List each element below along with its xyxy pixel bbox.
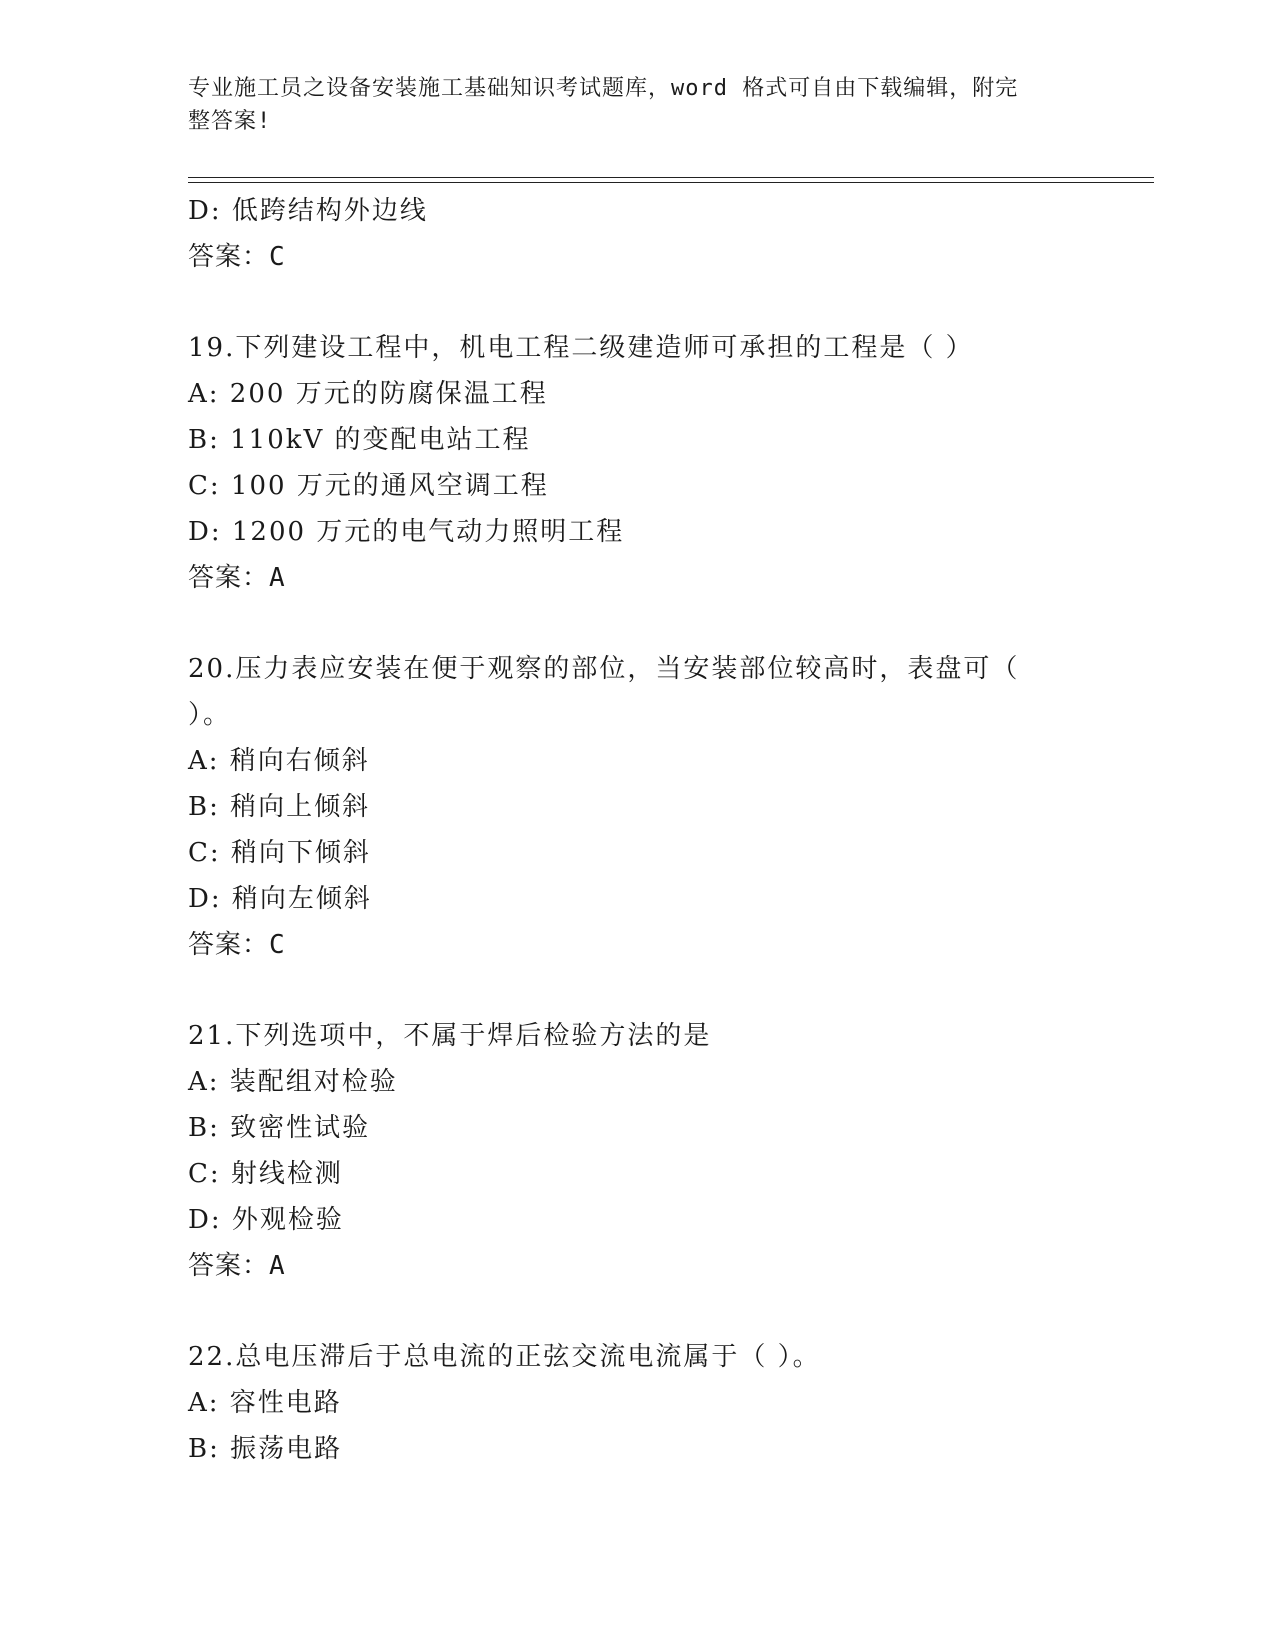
option-b: B: 110kV 的变配电站工程 <box>188 425 531 455</box>
option-b: B: 稍向上倾斜 <box>188 792 371 822</box>
answer-label: 答案：A <box>188 563 286 593</box>
header-rule-bottom <box>188 182 1154 183</box>
question-text: 22.总电压滞后于总电流的正弦交流电流属于（ ）。 <box>188 1342 821 1372</box>
option-d: D: 外观检验 <box>188 1205 344 1235</box>
spacer <box>188 968 1068 1013</box>
option-c: C: 射线检测 <box>188 1159 343 1189</box>
question-list <box>188 188 1068 1472</box>
spacer <box>188 280 1068 325</box>
spacer <box>188 601 1068 646</box>
option-a: A: 装配组对检验 <box>188 1067 398 1097</box>
question-text-line-1: 20.压力表应安装在便于观察的部位，当安装部位较高时，表盘可（ <box>188 654 1020 684</box>
question-text: 21.下列选项中，不属于焊后检验方法的是 <box>188 1021 712 1051</box>
answer-label: 答案：C <box>188 242 286 272</box>
option-d: D: 低跨结构外边线 <box>188 196 428 226</box>
option-b: B: 致密性试验 <box>188 1113 371 1143</box>
header-line-2: 整答案! <box>188 109 272 134</box>
question-block-19 <box>188 325 1068 601</box>
option-d: D: 1200 万元的电气动力照明工程 <box>188 517 625 547</box>
question-block-18 <box>188 188 1068 280</box>
option-d: D: 稍向左倾斜 <box>188 884 372 914</box>
option-a: A: 容性电路 <box>188 1388 342 1418</box>
document-header <box>188 72 1068 138</box>
question-text-line-2: ）。 <box>188 700 232 730</box>
header-rule-top <box>188 177 1154 178</box>
header-line-1: 专业施工员之设备安装施工基础知识考试题库，word 格式可自由下载编辑，附完 <box>188 76 1019 101</box>
option-a: A: 200 万元的防腐保温工程 <box>188 379 548 409</box>
question-block-20 <box>188 646 1068 968</box>
option-c: C: 稍向下倾斜 <box>188 838 371 868</box>
answer-label: 答案：C <box>188 930 286 960</box>
question-text: 19.下列建设工程中，机电工程二级建造师可承担的工程是（ ） <box>188 333 974 363</box>
option-b: B: 振荡电路 <box>188 1434 343 1464</box>
question-block-21 <box>188 1013 1068 1289</box>
spacer <box>188 1289 1068 1334</box>
option-c: C: 100 万元的通风空调工程 <box>188 471 549 501</box>
option-a: A: 稍向右倾斜 <box>188 746 370 776</box>
answer-label: 答案：A <box>188 1251 286 1281</box>
question-block-22 <box>188 1334 1068 1472</box>
